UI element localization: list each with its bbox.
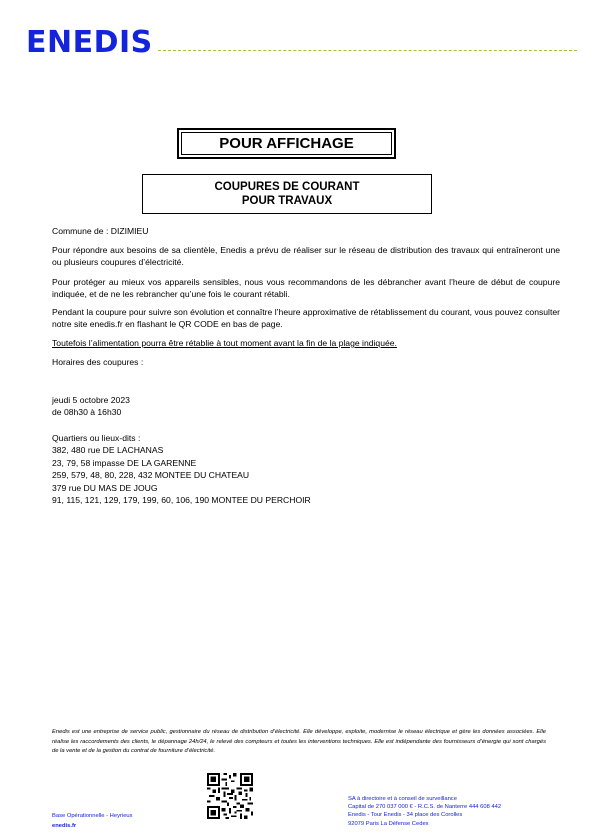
subtitle-box (142, 174, 432, 214)
site-link[interactable]: enedis.fr (52, 822, 77, 829)
location-item: 379 rue DU MAS DE JOUG (52, 483, 158, 493)
subtitle-line-2: POUR TRAVAUX (241, 195, 333, 207)
paragraph-1: Pour répondre aux besoins de sa clientèle, Enedis a prévu de réaliser sur le réseau de distribution des travaux qui entraîneront une ou plusieurs coupures d’électricité. (52, 245, 560, 267)
footer-legal (348, 795, 501, 828)
header-divider (158, 50, 577, 51)
title-box-inner (181, 132, 392, 155)
enedis-logo-icon (26, 24, 154, 58)
logo-wordmark: ENEDIS (26, 25, 153, 58)
location-item: 382, 480 rue DE LACHANAS (52, 445, 164, 455)
paragraph-3: Pendant la coupure pour suivre son évolution et connaître l’heure approximative de rétablissement du courant, vous pouvez consulter notre site enedis.fr en flashant le QR CODE en bas de page. (52, 307, 560, 329)
legal-line: SA à directoire et à conseil de surveillance (348, 796, 457, 802)
paragraph-2: Pour protéger au mieux vos appareils sensibles, nous vous recommandons de les débrancher avant l’heure de début de coupure indiquée, et de ne les rebrancher qu’une fois le courant rétabli. (52, 277, 560, 299)
footer-note: Enedis est une entreprise de service public, gestionnaire du réseau de distribution d’électricité. Elle développe, exploite, modernise le réseau électrique et gère les données associées. Elle réalise les raccordements des clients, le dépannage 24h/24, le relevé des compteurs et toutes les interventions techniques. Elle est indépendante des fournisseurs d’énergie qui sont chargés de la vente et de la gestion du contrat de fourniture d’électricité. (52, 729, 546, 754)
subtitle-line-1: COUPURES DE COURANT (214, 181, 360, 193)
outage-time: de 08h30 à 16h30 (52, 407, 122, 417)
footer-left (52, 812, 133, 831)
title-box (177, 128, 396, 159)
page-title: POUR AFFICHAGE (219, 135, 354, 152)
horaires-label: Horaires des coupures : (52, 357, 144, 367)
legal-line: Enedis - Tour Enedis - 34 place des Corolles (348, 812, 463, 819)
location-item: 23, 79, 58 impasse DE LA GARENNE (52, 458, 197, 468)
legal-line: Capital de 270 037 000 € - R.C.S. de Nanterre 444 608 442 (348, 804, 502, 811)
location-item: 259, 579, 48, 80, 228, 432 MONTEE DU CHATEAU (52, 470, 250, 480)
enedis-logo (26, 24, 154, 58)
location-item: 91, 115, 121, 129, 179, 199, 60, 106, 190 MONTEE DU PERCHOIR (52, 495, 311, 505)
commune-label: Commune de : DIZIMIEU (52, 226, 149, 236)
outage-date: jeudi 5 octobre 2023 (52, 395, 130, 405)
warning-text: Toutefois l’alimentation pourra être rétablie à tout moment avant la fin de la plage indiquée. (52, 338, 397, 348)
qr-code-icon[interactable] (207, 773, 253, 819)
base-label: Base Opérationnelle - Heyrieux (52, 813, 133, 819)
quartiers-label: Quartiers ou lieux-dits : (52, 433, 141, 443)
legal-line: 92079 Paris La Défense Cedex (348, 820, 429, 827)
